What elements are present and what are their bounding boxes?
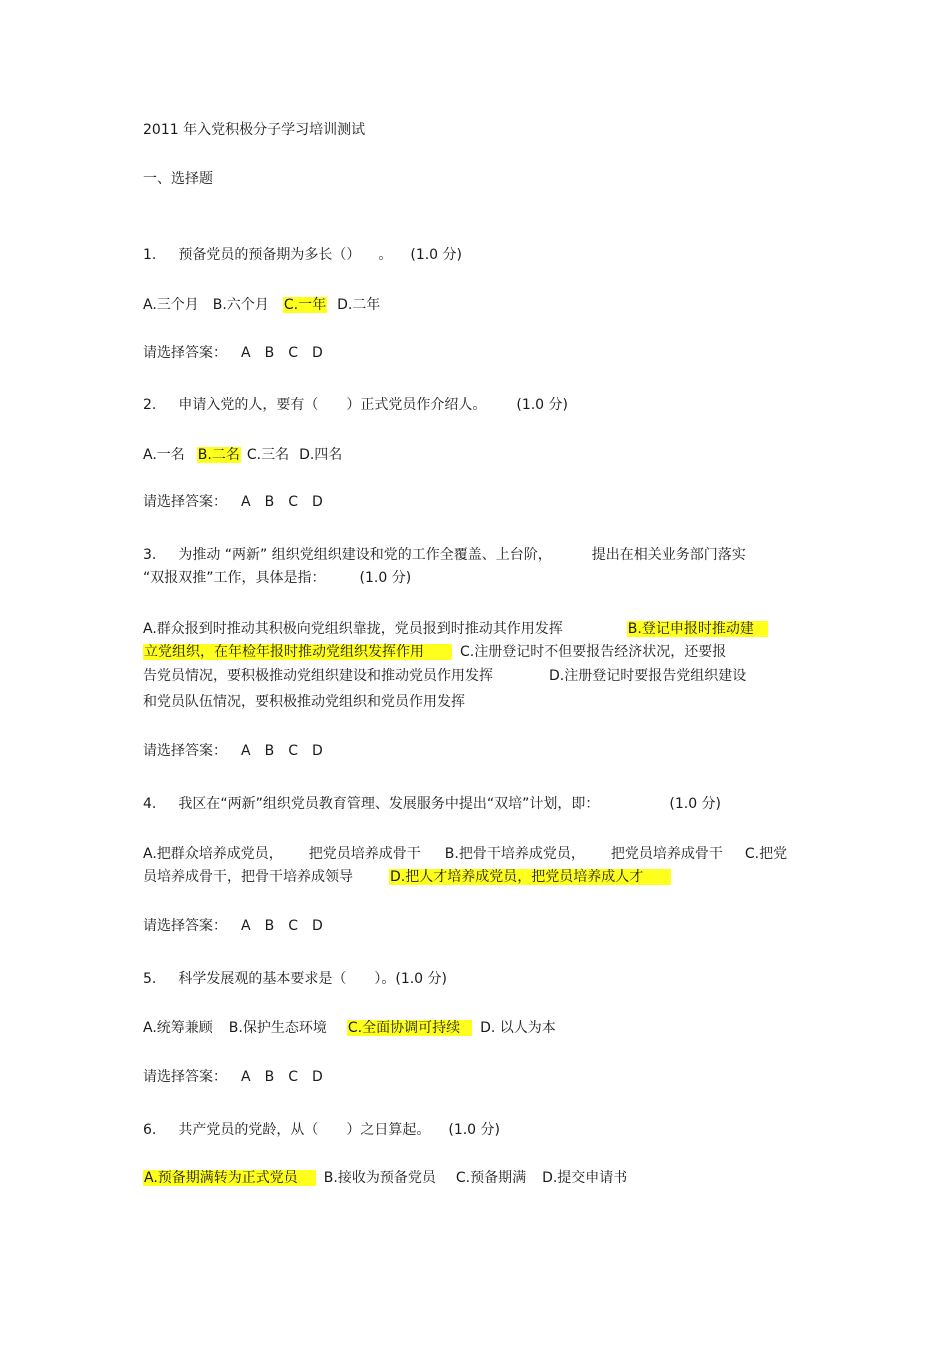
question-text: 预备党员的预备期为多长（） bbox=[178, 247, 361, 263]
option-a: A.群众报到时推动其积极向党组织靠拢，党员报到时推动其作用发挥 bbox=[143, 621, 563, 637]
question-score: (1.0 分) bbox=[516, 397, 568, 413]
answer-row-1 bbox=[143, 343, 337, 363]
question-score: (1.0 分) bbox=[359, 570, 412, 586]
answer-choice-d[interactable]: D bbox=[311, 494, 323, 510]
answer-choice-d[interactable]: D bbox=[311, 743, 323, 759]
option-c-highlighted: C.一年 bbox=[283, 297, 327, 313]
section-heading: 一、选择题 bbox=[143, 171, 213, 187]
option-a-highlighted: A.预备期满转为正式党员 bbox=[143, 1170, 316, 1186]
question-number: 4. bbox=[143, 796, 157, 812]
answer-choice-a[interactable]: A bbox=[241, 345, 251, 361]
answer-choice-c[interactable]: C bbox=[288, 918, 298, 934]
answer-choice-b[interactable]: B bbox=[264, 494, 275, 510]
question-number: 3. bbox=[143, 547, 157, 563]
option-d-cont: 和党员队伍情况，要积极推动党组织和党员作用发挥 bbox=[143, 694, 465, 710]
question-score: (1.0 分) bbox=[395, 971, 447, 987]
question-text-cont: “双报双推”工作，具体是指： bbox=[143, 570, 326, 586]
answer-choice-d[interactable]: D bbox=[311, 345, 323, 361]
question-6-options bbox=[143, 1168, 627, 1188]
question-text-cont: 提出在相关业务部门落实 bbox=[591, 547, 746, 563]
question-2-stem bbox=[143, 395, 568, 415]
option-d: D.二年 bbox=[337, 297, 381, 313]
option-b: B.把骨干培养成党员， bbox=[444, 846, 585, 862]
option-c: C.注册登记时不但要报告经济状况，还要报 bbox=[460, 644, 727, 660]
question-3-options-line-1 bbox=[143, 619, 768, 639]
option-d: D.注册登记时要报告党组织建设 bbox=[549, 668, 747, 684]
answer-prompt: 请选择答案： bbox=[143, 494, 227, 510]
page-title: 2011 年入党积极分子学习培训测试 bbox=[143, 122, 366, 138]
answer-row-3 bbox=[143, 741, 337, 761]
answer-prompt: 请选择答案： bbox=[143, 345, 227, 361]
question-number: 5. bbox=[143, 971, 157, 987]
question-5-options bbox=[143, 1018, 556, 1038]
option-a: A.把群众培养成党员， bbox=[143, 846, 283, 862]
question-1-options bbox=[143, 295, 380, 315]
option-d: D.提交申请书 bbox=[542, 1170, 628, 1186]
option-d: D.四名 bbox=[299, 447, 343, 463]
answer-choice-a[interactable]: A bbox=[241, 1069, 251, 1085]
option-b: B.接收为预备党员 bbox=[323, 1170, 436, 1186]
question-text: 申请入党的人，要有（ ）正式党员作介绍人。 bbox=[178, 397, 487, 413]
question-number: 6. bbox=[143, 1122, 157, 1138]
question-text: 为推动 “两新” 组织党组织建设和党的工作全覆盖、上台阶， bbox=[178, 547, 552, 563]
option-d: D. 以人为本 bbox=[480, 1020, 556, 1036]
question-number: 2. bbox=[143, 397, 157, 413]
option-b: B.保护生态环境 bbox=[228, 1020, 327, 1036]
question-3-options-line-4 bbox=[143, 692, 465, 712]
question-5-stem bbox=[143, 969, 447, 989]
option-a: A.统筹兼顾 bbox=[143, 1020, 213, 1036]
answer-choice-a[interactable]: A bbox=[241, 743, 251, 759]
question-3-options-line-3 bbox=[143, 666, 746, 686]
option-c: C.预备期满 bbox=[455, 1170, 527, 1186]
option-d-highlighted: D.把人才培养成党员，把党员培养成人才 bbox=[389, 869, 671, 885]
question-text: 共产党员的党龄，从（ ）之日算起。 bbox=[178, 1122, 431, 1138]
option-b-highlighted: B.登记申报时推动建 bbox=[627, 621, 768, 637]
answer-choice-c[interactable]: C bbox=[288, 1069, 298, 1085]
option-c: C.三名 bbox=[246, 447, 290, 463]
answer-choice-b[interactable]: B bbox=[264, 918, 275, 934]
option-a: A.三个月 bbox=[143, 297, 199, 313]
question-4-stem bbox=[143, 794, 721, 814]
question-score: (1.0 分) bbox=[448, 1122, 500, 1138]
answer-choice-a[interactable]: A bbox=[241, 494, 251, 510]
answer-row-4 bbox=[143, 916, 337, 936]
option-c: C.把党 bbox=[744, 846, 788, 862]
question-score: (1.0 分) bbox=[410, 247, 462, 263]
answer-choice-c[interactable]: C bbox=[288, 345, 298, 361]
question-mark: 。 bbox=[378, 247, 393, 263]
option-a: A.一名 bbox=[143, 447, 185, 463]
answer-choice-b[interactable]: B bbox=[264, 743, 275, 759]
answer-row-2 bbox=[143, 492, 337, 512]
option-c-cont: 告党员情况，要积极推动党组织建设和推动党员作用发挥 bbox=[143, 668, 493, 684]
answer-prompt: 请选择答案： bbox=[143, 1069, 227, 1085]
option-b-highlighted: B.二名 bbox=[197, 447, 240, 463]
answer-choice-d[interactable]: D bbox=[311, 1069, 323, 1085]
question-2-options bbox=[143, 445, 342, 465]
question-1-stem bbox=[143, 245, 462, 265]
option-c-highlighted: C.全面协调可持续 bbox=[347, 1020, 472, 1036]
question-6-stem bbox=[143, 1120, 500, 1140]
question-score: (1.0 分) bbox=[669, 796, 722, 812]
question-text: 科学发展观的基本要求是（ ）。 bbox=[178, 971, 396, 987]
question-3-options-line-2 bbox=[143, 642, 726, 662]
question-3-stem-line-1 bbox=[143, 545, 746, 565]
option-b: B.六个月 bbox=[212, 297, 269, 313]
answer-choice-c[interactable]: C bbox=[288, 494, 298, 510]
question-3-stem-line-2 bbox=[143, 568, 411, 588]
question-text: 我区在“两新”组织党员教育管理、发展服务中提出“双培”计划，即： bbox=[178, 796, 600, 812]
question-number: 1. bbox=[143, 247, 157, 263]
answer-row-5 bbox=[143, 1067, 337, 1087]
question-4-options-line-2 bbox=[143, 867, 671, 887]
option-c-cont: 员培养成骨干，把骨干培养成领导 bbox=[143, 869, 353, 885]
option-a-cont: 把党员培养成骨干 bbox=[308, 846, 421, 862]
answer-choice-c[interactable]: C bbox=[288, 743, 298, 759]
answer-prompt: 请选择答案： bbox=[143, 918, 227, 934]
answer-choice-d[interactable]: D bbox=[311, 918, 323, 934]
answer-prompt: 请选择答案： bbox=[143, 743, 227, 759]
option-b-cont: 把党员培养成骨干 bbox=[610, 846, 723, 862]
option-b-highlighted-cont: 立党组织，在年检年报时推动党组织发挥作用 bbox=[143, 644, 452, 660]
answer-choice-a[interactable]: A bbox=[241, 918, 251, 934]
question-4-options-line-1 bbox=[143, 844, 787, 864]
answer-choice-b[interactable]: B bbox=[264, 1069, 275, 1085]
answer-choice-b[interactable]: B bbox=[264, 345, 275, 361]
